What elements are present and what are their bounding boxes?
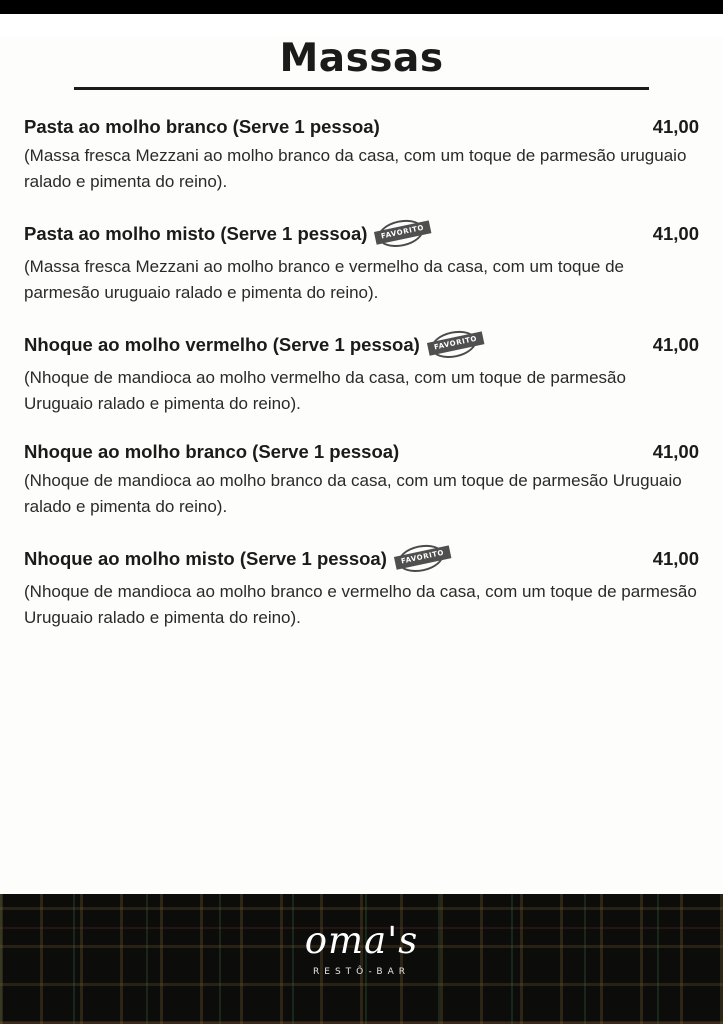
menu-item-description: (Nhoque de mandioca ao molho vermelho da casa, com um toque de parmesão Uruguaio ralado e pimenta do reino). [24,368,626,413]
page-title: Massas [279,36,444,81]
menu-item-name: Nhoque ao molho branco (Serve 1 pessoa) [24,441,400,462]
menu-item-price: 41,00 [652,441,699,462]
favorite-stamp-icon [425,325,486,366]
menu-item-name-wrap [24,544,451,574]
menu-item-description: (Massa fresca Mezzani ao molho branco da casa, com um toque de parmesão uruguaio ralado e pimenta do reino). [24,146,687,191]
menu-item-name: Pasta ao molho branco (Serve 1 pessoa) [24,116,380,137]
menu-item [24,441,699,519]
footer [0,894,723,1024]
menu-item [24,219,699,305]
menu-item-description: (Massa fresca Mezzani ao molho branco e vermelho da casa, com um toque de parmesão uruguaio ralado e pimenta do reino). [24,257,625,302]
menu-item-description: (Nhoque de mandioca ao molho branco da casa, com um toque de parmesão Uruguaio ralado e pimenta do reino). [24,471,682,516]
menu-item [24,330,699,416]
menu-item-header [24,441,699,463]
menu-item-name: Nhoque ao molho misto (Serve 1 pessoa) [24,548,387,569]
menu-item-name: Nhoque ao molho vermelho (Serve 1 pessoa) [24,334,420,355]
menu-item-header [24,544,699,574]
menu-item-header [24,116,699,138]
menu-item-name-wrap [24,441,399,463]
menu-item-name-wrap [24,219,431,249]
favorite-stamp-icon [392,539,453,580]
top-black-bar [0,0,723,14]
title-divider [74,87,649,90]
brand-logo [0,919,723,977]
stamp-label: FAVORITO [394,545,451,569]
favorite-stamp-icon [373,214,434,255]
menu-item-name-wrap [24,330,484,360]
menu-item-name-wrap [24,116,380,138]
brand-tagline: RESTÔ-BAR [313,967,410,977]
menu-item [24,116,699,194]
menu-item-price: 41,00 [652,223,699,244]
stamp-label: FAVORITO [374,220,431,244]
stamp-label: FAVORITO [427,331,484,355]
menu-content [0,36,723,916]
menu-item-name: Pasta ao molho misto (Serve 1 pessoa) [24,223,368,244]
brand-name: oma's [304,919,419,962]
menu-item-description: (Nhoque de mandioca ao molho branco e vermelho da casa, com um toque de parmesão Uruguaio ralado e pimenta do reino). [24,582,697,627]
menu-item-price: 41,00 [652,116,699,137]
menu-item [24,544,699,630]
menu-item-price: 41,00 [652,548,699,569]
menu-item-price: 41,00 [652,334,699,355]
menu-item-header [24,219,699,249]
menu-item-header [24,330,699,360]
